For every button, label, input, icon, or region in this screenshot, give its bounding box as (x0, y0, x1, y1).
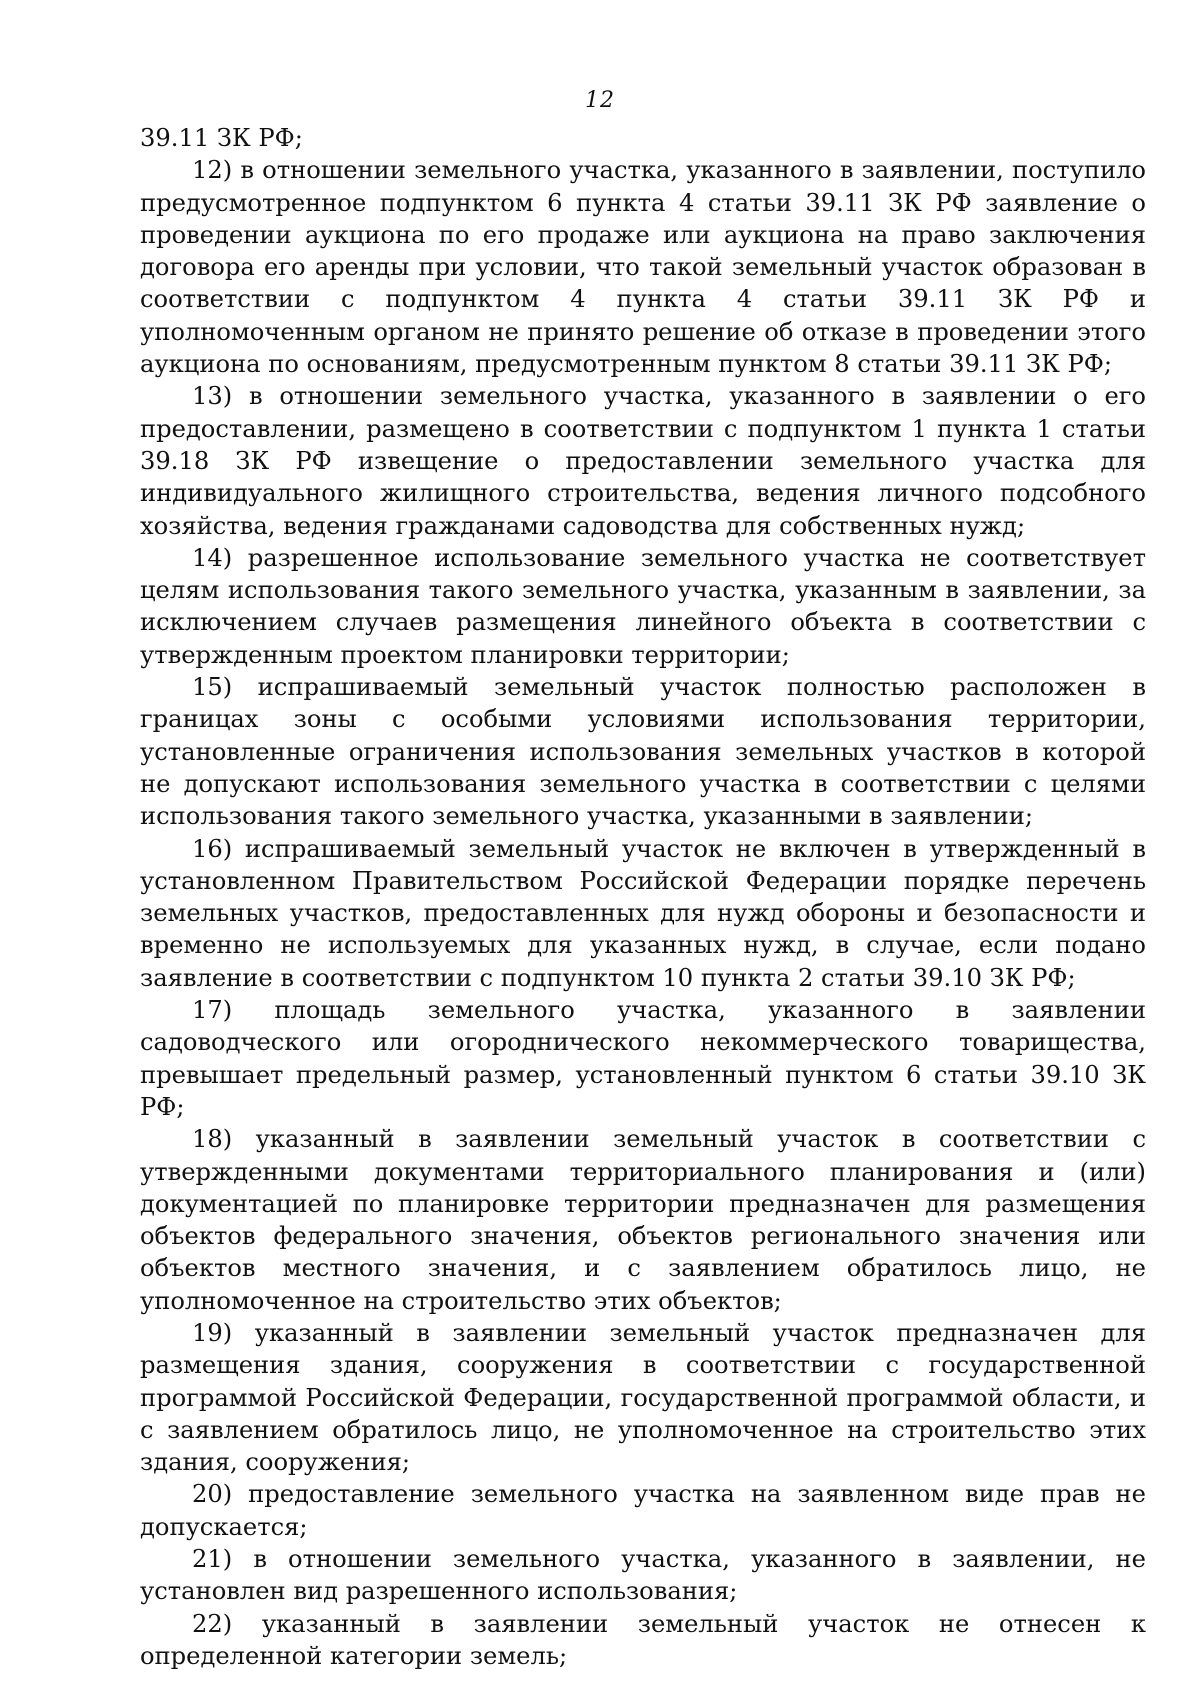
list-item-16: 16) испрашиваемый земельный участок не включен в утвержденный в установленном Правительством Российской Федерации порядке перечень земельных участков, предоставленных для нужд обороны и безопасности и временно не используемых для указанных нужд, в случае, если подано заявление в соответствии с подпунктом 10 пункта 2 статьи 39.10 ЗК РФ; (140, 834, 1146, 992)
list-item-17: 17) площадь земельного участка, указанного в заявлении садоводческого или огороднического некоммерческого товарищества, превышает предельный размер, установленный пунктом 6 статьи 39.10 ЗК РФ; (140, 996, 1146, 1121)
list-item-14: 14) разрешенное использование земельного участка не соответствует целям использования такого земельного участка, указанным в заявлении, за исключением случаев размещения линейного объекта в соответствии с утвержденным проектом планировки территории; (140, 543, 1146, 669)
list-item-22: 22) указанный в заявлении земельный участок не отнесен к определенной категории земель; (140, 1609, 1146, 1670)
list-item-13: 13) в отношении земельного участка, указанного в заявлении о его предоставлении, размещено в соответствии с подпунктом 1 пункта 1 статьи 39.18 ЗК РФ извещение о предоставлении земельного участка для индивидуального жилищного строительства, ведения личного подсобного хозяйства, ведения гражданами садоводства для собственных нужд; (140, 382, 1146, 540)
document-body (140, 122, 1146, 1672)
list-item-20: 20) предоставление земельного участка на заявленном виде прав не допускается; (140, 1480, 1146, 1541)
page-number: 12 (585, 88, 615, 113)
list-item-21: 21) в отношении земельного участка, указанного в заявлении, не установлен вид разрешенного использования; (140, 1545, 1146, 1606)
list-item-18: 18) указанный в заявлении земельный участок в соответствии с утвержденными документами территориального планирования и (или) документацией по планировке территории предназначен для размещения объектов федерального значения, объектов регионального значения или объектов местного значения, и с заявлением обратилось лицо, не уполномоченное на строительство этих объектов; (140, 1125, 1146, 1315)
list-item-12: 12) в отношении земельного участка, указанного в заявлении, поступило предусмотренное подпунктом 6 пункта 4 статьи 39.11 ЗК РФ заявление о проведении аукциона по его продаже или аукциона на право заключения договора его аренды при условии, что такой земельный участок образован в соответствии с подпунктом 4 пункта 4 статьи 39.11 ЗК РФ и уполномоченным органом не принято решение об отказе в проведении этого аукциона по основаниям, предусмотренным пунктом 8 статьи 39.11 ЗК РФ; (140, 156, 1146, 379)
list-item-15: 15) испрашиваемый земельный участок полностью расположен в границах зоны с особыми условиями использования территории, установленные ограничения использования земельных участков в которой не допускают использования земельного участка в соответствии с целями использования такого земельного участка, указанными в заявлении; (140, 673, 1146, 831)
list-item-19: 19) указанный в заявлении земельный участок предназначен для размещения здания, сооружения в соответствии с государственной программой Российской Федерации, государственной программой области, и с заявлением обратилось лицо, не уполномоченное на строительство этих здания, сооружения; (140, 1318, 1146, 1477)
lead-fragment: 39.11 ЗК РФ; (140, 124, 303, 152)
